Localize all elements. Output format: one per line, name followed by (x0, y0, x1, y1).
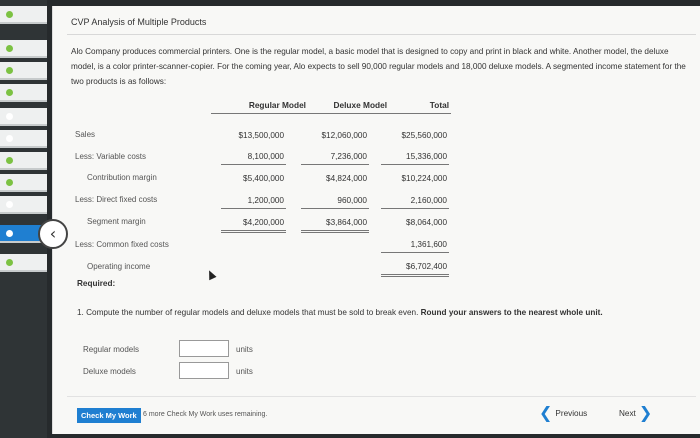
chevron-left-icon: ‹ (49, 224, 57, 243)
sidebar-item-1[interactable] (0, 6, 47, 24)
row-label-contribution-margin: Contribution margin (87, 173, 157, 182)
question-text: 1. Compute the number of regular models and deluxe models that must be sold to break even. (77, 308, 421, 317)
subtotal-line (381, 208, 449, 209)
column-header-regular: Regular Model (248, 100, 306, 110)
table-cell: 7,236,000 (330, 152, 367, 161)
previous-label: Previous (555, 408, 588, 418)
answer-unit: units (236, 345, 253, 354)
previous-button[interactable] (539, 405, 587, 421)
table-cell: $4,200,000 (243, 218, 284, 227)
complete-dot-icon (6, 89, 13, 96)
remaining-attempts-text: 6 more Check My Work uses remaining. (143, 411, 268, 418)
complete-dot-icon (6, 67, 13, 74)
table-cell: 15,336,000 (406, 152, 447, 161)
row-label-segment-margin: Segment margin (87, 217, 146, 226)
table-cell: 8,100,000 (247, 152, 284, 161)
incomplete-dot-icon (6, 201, 13, 208)
table-cell: 1,200,000 (247, 196, 284, 205)
next-label: Next (619, 408, 636, 418)
answer-unit: units (236, 367, 253, 376)
collapse-sidebar-button[interactable] (38, 219, 68, 249)
table-cell: $3,864,000 (326, 218, 367, 227)
column-header-deluxe: Deluxe Model (333, 100, 387, 110)
question-1 (77, 305, 657, 320)
next-button[interactable] (619, 405, 652, 421)
sidebar-item-3[interactable] (0, 62, 47, 80)
table-cell: $8,064,000 (406, 218, 447, 227)
double-underline (381, 274, 449, 277)
table-cell: $4,824,000 (326, 174, 367, 183)
table-cell: 1,361,600 (410, 240, 447, 249)
question-sidebar (0, 0, 47, 438)
current-dot-icon (6, 230, 13, 237)
sidebar-item-5[interactable] (0, 108, 47, 126)
incomplete-dot-icon (6, 135, 13, 142)
check-my-work-button[interactable]: Check My Work (77, 408, 141, 423)
chevron-right-icon: ❯ (638, 403, 653, 422)
row-label-sales: Sales (75, 130, 96, 139)
required-heading: Required: (77, 279, 116, 288)
complete-dot-icon (6, 179, 13, 186)
row-label-variable-costs: Less: Variable costs (75, 152, 146, 161)
answer-label-deluxe: Deluxe models (83, 367, 136, 376)
divider (67, 34, 696, 35)
mouse-cursor-icon (205, 269, 216, 281)
table-cell: $10,224,000 (401, 174, 447, 183)
subtotal-line (301, 208, 369, 209)
subtotal-line (221, 164, 286, 165)
complete-dot-icon (6, 259, 13, 266)
incomplete-dot-icon (6, 113, 13, 120)
sidebar-item-8[interactable] (0, 174, 47, 192)
page-title: CVP Analysis of Multiple Products (71, 17, 207, 27)
sidebar-item-6[interactable] (0, 130, 47, 148)
subtotal-line (381, 252, 449, 253)
subtotal-line (301, 164, 369, 165)
table-cell: $13,500,000 (238, 131, 284, 140)
column-header-total: Total (429, 100, 449, 110)
complete-dot-icon (6, 11, 13, 18)
double-underline (221, 230, 286, 233)
sidebar-item-11[interactable] (0, 254, 47, 272)
divider (67, 396, 696, 397)
row-label-direct-fixed-costs: Less: Direct fixed costs (75, 195, 158, 204)
header-underline (211, 113, 451, 114)
regular-models-input[interactable] (179, 340, 229, 357)
complete-dot-icon (6, 157, 13, 164)
sidebar-item-2[interactable] (0, 40, 47, 58)
table-cell: $5,400,000 (243, 174, 284, 183)
table-cell: $25,560,000 (401, 131, 447, 140)
row-label-operating-income: Operating income (87, 262, 151, 271)
question-panel (49, 6, 700, 434)
problem-intro: Alo Company produces commercial printers. One is the regular model, a basic model that is designed to copy and print in black and white. Another model, the deluxe model, is a color printer-scanner-copier. For the coming year, Alo expects to sell 90,000 regular models and 18,000 deluxe models. A segmented income statement for the two products is as follows: (71, 47, 686, 86)
complete-dot-icon (6, 45, 13, 52)
chevron-left-icon: ❮ (539, 403, 553, 422)
subtotal-line (381, 164, 449, 165)
question-instruction: Round your answers to the nearest whole unit. (420, 308, 603, 317)
subtotal-line (221, 208, 286, 209)
sidebar-item-9[interactable] (0, 196, 47, 214)
double-underline (301, 230, 369, 233)
table-cell: 2,160,000 (410, 196, 447, 205)
answer-label-regular: Regular models (83, 345, 140, 354)
sidebar-item-7[interactable] (0, 152, 47, 170)
table-cell: $6,702,400 (406, 262, 447, 271)
sidebar-item-4[interactable] (0, 84, 47, 102)
row-label-common-fixed-costs: Less: Common fixed costs (75, 240, 169, 249)
deluxe-models-input[interactable] (179, 362, 229, 379)
table-cell: 960,000 (337, 196, 367, 205)
table-cell: $12,060,000 (321, 131, 367, 140)
